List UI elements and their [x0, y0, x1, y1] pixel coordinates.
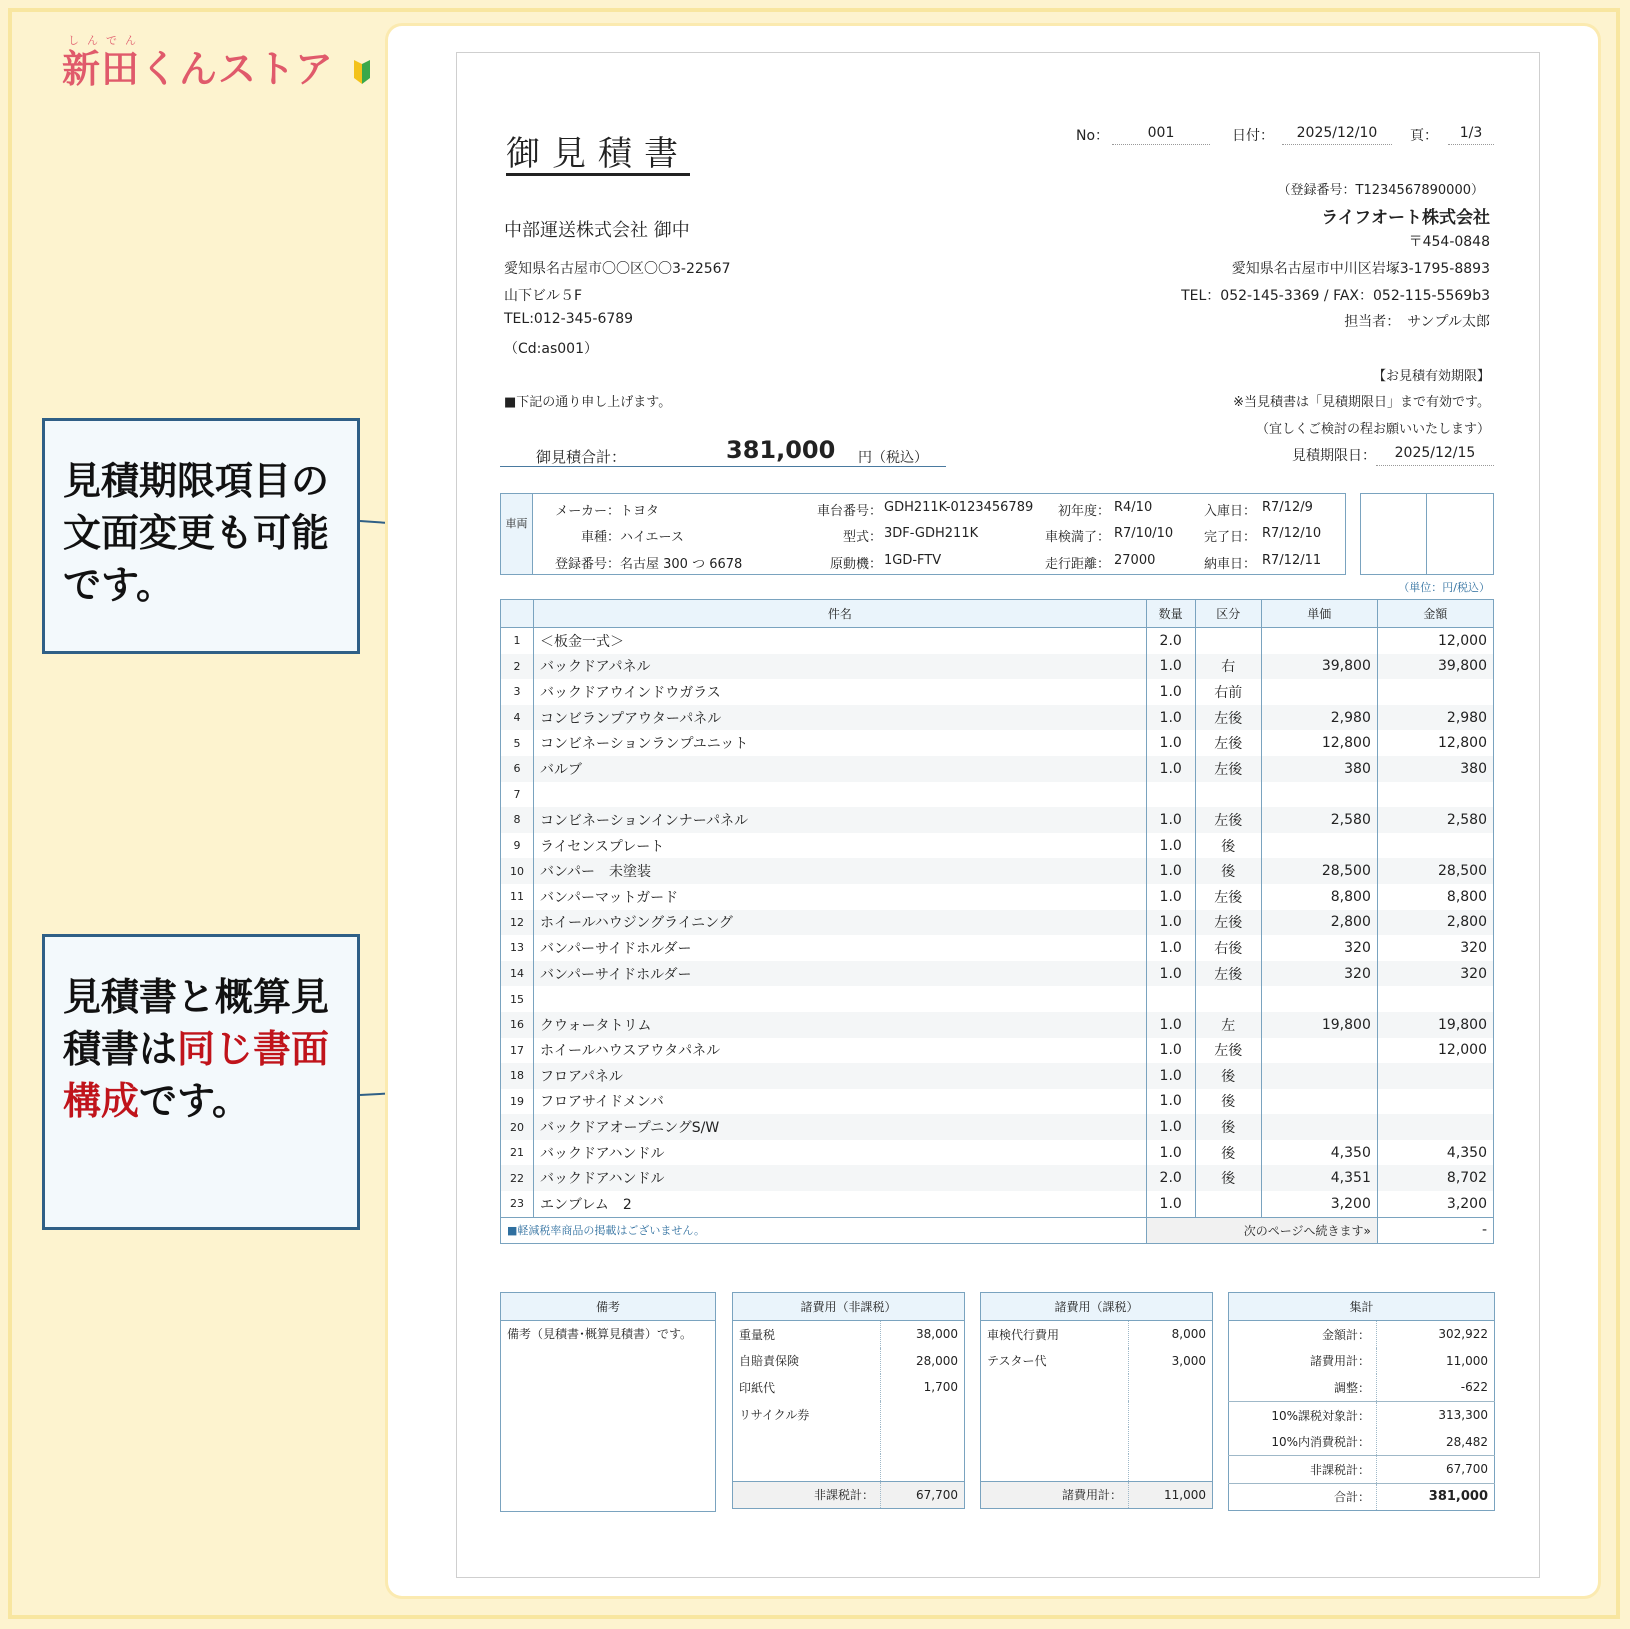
item-no: 22: [501, 1165, 534, 1191]
in-date-label: 入庫日：: [1203, 504, 1256, 519]
item-qty: 1.0: [1146, 961, 1195, 987]
summary-row-label: 10%課税対象計：: [1271, 1408, 1370, 1423]
page-label: 頁：: [1410, 128, 1438, 144]
item-no: 19: [501, 1089, 534, 1115]
item-name: コンビネーションランプユニット: [534, 730, 1147, 756]
item-qty: 1.0: [1146, 705, 1195, 731]
item-name: エンブレム 2: [534, 1191, 1147, 1217]
item-qty: 1.0: [1146, 1012, 1195, 1038]
table-row: [501, 961, 1494, 987]
item-price: [1261, 986, 1377, 1012]
item-div: 左後: [1195, 730, 1261, 756]
item-price: 19,800: [1261, 1012, 1377, 1038]
item-div: 後: [1195, 1114, 1261, 1140]
item-no: 5: [501, 730, 534, 756]
first-reg-label: 初年度：: [1057, 504, 1110, 519]
item-name: ホイールハウジングライニング: [534, 910, 1147, 936]
item-div: 左後: [1195, 910, 1261, 936]
item-name: バックドアハンドル: [534, 1165, 1147, 1191]
table-row: [501, 935, 1494, 961]
item-price: [1261, 1089, 1377, 1115]
item-no: 15: [501, 986, 534, 1012]
item-amount: 19,800: [1377, 1012, 1493, 1038]
fees-tax-title: 諸費用（課税）: [981, 1293, 1213, 1321]
issuer-zip: 〒454-0848: [1408, 234, 1490, 250]
item-div: [1195, 628, 1261, 654]
item-qty: 1.0: [1146, 1191, 1195, 1217]
callout-expiry: [42, 418, 360, 654]
item-div: 右: [1195, 654, 1261, 680]
summary-row-label: 諸費用計：: [1309, 1354, 1370, 1369]
table-row: [501, 756, 1494, 782]
table-row: [501, 1038, 1494, 1064]
tax-note: ■軽減税率商品の掲載はございません。: [501, 1217, 1147, 1244]
item-name: バックドアハンドル: [534, 1140, 1147, 1166]
table-row: [501, 807, 1494, 833]
footer-amount: -: [1377, 1217, 1493, 1244]
fees-nontax-total-label: 非課税計：: [733, 1481, 881, 1509]
item-div: 右後: [1195, 935, 1261, 961]
customer-address2: 山下ビル５F: [504, 288, 583, 304]
item-price: [1261, 1114, 1377, 1140]
item-amount: 12,000: [1377, 1038, 1493, 1064]
table-row: [501, 910, 1494, 936]
item-amount: 2,580: [1377, 807, 1493, 833]
summary-row-label: 金額計：: [1321, 1327, 1370, 1342]
item-amount: [1377, 986, 1493, 1012]
summary-row: [1229, 1374, 1495, 1401]
total-amount: 381,000: [726, 436, 836, 464]
in-date-value: R7/12/9: [1262, 500, 1313, 515]
vehicle-type: ハイエース: [620, 530, 684, 545]
continue-note: 次のページへ続きます»: [1146, 1217, 1377, 1244]
item-name: フロアパネル: [534, 1063, 1147, 1089]
item-div: [1195, 986, 1261, 1012]
item-name: ライセンスプレート: [534, 833, 1147, 859]
fees-nontax-total-row: [733, 1481, 965, 1509]
item-qty: 1.0: [1146, 833, 1195, 859]
item-name: コンビネーションインナーパネル: [534, 807, 1147, 833]
item-qty: 1.0: [1146, 679, 1195, 705]
callout-same-layout: [42, 934, 360, 1230]
item-amount: [1377, 1089, 1493, 1115]
table-row: [501, 1089, 1494, 1115]
engine-label: 原動機：: [829, 557, 882, 572]
fees-tax-box: [980, 1292, 1213, 1509]
item-qty: [1146, 986, 1195, 1012]
stamp-box: [1360, 493, 1494, 575]
item-no: 18: [501, 1063, 534, 1089]
vehicle-reg: 名古屋 300 つ 6678: [620, 557, 743, 572]
fee-tax-row: [981, 1321, 1213, 1348]
fees-nontax-title: 諸費用（非課税）: [733, 1293, 965, 1321]
customer-address1: 愛知県名古屋市〇〇区〇〇3-22567: [504, 261, 731, 277]
beginner-mark-icon: [352, 60, 372, 84]
table-row: [501, 782, 1494, 808]
item-qty: 1.0: [1146, 1038, 1195, 1064]
validity-note1: ※当見積書は「見積期限日」まで有効です。: [1233, 395, 1490, 410]
item-price: 8,800: [1261, 884, 1377, 910]
col-qty: 数量: [1146, 600, 1195, 628]
item-amount: 4,350: [1377, 1140, 1493, 1166]
customer-tel: TEL:012-345-6789: [504, 311, 634, 327]
item-amount: 2,800: [1377, 910, 1493, 936]
summary-row: [1229, 1455, 1495, 1483]
fee-tax-row-label: 車検代行費用: [987, 1327, 1060, 1342]
item-price: 380: [1261, 756, 1377, 782]
fee-nontax-row: [733, 1321, 965, 1348]
fee-tax-row-value: 3,000: [1129, 1348, 1213, 1375]
vehicle-side-label: 車両: [501, 494, 533, 574]
fee-nontax-row-value: 1,700: [881, 1374, 965, 1401]
brand-ruby: しんでん: [68, 34, 144, 47]
item-amount: 8,702: [1377, 1165, 1493, 1191]
item-price: 2,580: [1261, 807, 1377, 833]
item-qty: 1.0: [1146, 935, 1195, 961]
fees-nontax-box: [732, 1292, 965, 1509]
fee-nontax-row: [733, 1374, 965, 1401]
item-qty: 1.0: [1146, 1114, 1195, 1140]
item-price: [1261, 628, 1377, 654]
item-name: フロアサイドメンバ: [534, 1089, 1147, 1115]
item-qty: 1.0: [1146, 756, 1195, 782]
item-div: 左後: [1195, 807, 1261, 833]
date-label: 日付：: [1232, 128, 1274, 144]
total-label: 御見積合計：: [536, 448, 627, 466]
col-no: [501, 600, 534, 628]
items-footer-row: [501, 1217, 1494, 1244]
item-amount: [1377, 782, 1493, 808]
fee-nontax-row: [733, 1348, 965, 1375]
chassis-label: 車台番号：: [816, 504, 882, 519]
item-div: 後: [1195, 1165, 1261, 1191]
item-name: バンパーサイドホルダー: [534, 961, 1147, 987]
unit-note: （単位：円/税込）: [1398, 581, 1490, 594]
item-amount: 39,800: [1377, 654, 1493, 680]
item-no: 7: [501, 782, 534, 808]
summary-row-label: 合計：: [1333, 1490, 1370, 1505]
item-amount: 12,000: [1377, 628, 1493, 654]
summary-row-value: 381,000: [1377, 1483, 1495, 1511]
fee-nontax-row-value: 28,000: [881, 1348, 965, 1375]
item-price: 12,800: [1261, 730, 1377, 756]
first-reg-value: R4/10: [1114, 500, 1153, 515]
fee-nontax-row-value: [881, 1401, 965, 1428]
item-price: [1261, 782, 1377, 808]
summary-row-label: 10%内消費税計：: [1229, 1428, 1377, 1455]
no-label: No：: [1076, 128, 1110, 144]
table-row: [501, 1114, 1494, 1140]
validity-note2: （宜しくご検討の程お願いいたします）: [1255, 422, 1490, 437]
item-price: 39,800: [1261, 654, 1377, 680]
item-qty: [1146, 782, 1195, 808]
engine-value: 1GD-FTV: [884, 553, 942, 568]
item-qty: 1.0: [1146, 1140, 1195, 1166]
col-amount: 金額: [1377, 600, 1493, 628]
item-div: [1195, 782, 1261, 808]
table-row: [501, 628, 1494, 654]
summary-row: [1229, 1428, 1495, 1455]
brand-logo: [62, 34, 372, 93]
table-row: [501, 986, 1494, 1012]
table-row: [501, 730, 1494, 756]
fees-nontax-total: 67,700: [881, 1481, 965, 1509]
item-no: 16: [501, 1012, 534, 1038]
customer-name: 中部運送株式会社 御中: [504, 220, 690, 241]
table-row: [501, 679, 1494, 705]
col-name: 件名: [534, 600, 1147, 628]
table-row: [501, 1140, 1494, 1166]
item-no: 11: [501, 884, 534, 910]
inspection-label: 車検満了：: [1044, 530, 1110, 545]
no-value: 001: [1112, 125, 1210, 145]
date-value: 2025/12/10: [1282, 125, 1392, 145]
item-price: [1261, 833, 1377, 859]
item-name: コンビランプアウターパネル: [534, 705, 1147, 731]
item-qty: 2.0: [1146, 1165, 1195, 1191]
validity-heading: 【お見積有効期限】: [1372, 369, 1490, 384]
item-no: 17: [501, 1038, 534, 1064]
table-row: [501, 1165, 1494, 1191]
item-no: 2: [501, 654, 534, 680]
item-div: 後: [1195, 1140, 1261, 1166]
item-no: 6: [501, 756, 534, 782]
summary-row-value: 28,482: [1377, 1428, 1495, 1455]
issuer-tel-fax: TEL：052-145-3369 / FAX：052-115-5569b3: [1181, 288, 1490, 304]
item-no: 20: [501, 1114, 534, 1140]
item-div: 左後: [1195, 1038, 1261, 1064]
table-row: [501, 1191, 1494, 1217]
item-name: バックドアオープニングS/W: [534, 1114, 1147, 1140]
item-div: 後: [1195, 833, 1261, 859]
item-qty: 1.0: [1146, 654, 1195, 680]
item-name: バンパー 未塗装: [534, 858, 1147, 884]
item-price: 320: [1261, 935, 1377, 961]
done-date-value: R7/12/10: [1262, 526, 1322, 541]
expiry-value: 2025/12/15: [1376, 445, 1494, 466]
callout-text-a: 見積書と概算見積書は: [63, 975, 330, 1071]
item-qty: 1.0: [1146, 858, 1195, 884]
summary-row: [1229, 1483, 1495, 1511]
customer-code: （Cd:as001）: [504, 341, 598, 357]
item-no: 3: [501, 679, 534, 705]
table-row: [501, 858, 1494, 884]
callout-text-b: です。: [139, 1079, 250, 1123]
vehicle-maker: トヨタ: [620, 504, 660, 519]
deliver-date-label: 納車日：: [1203, 557, 1256, 572]
item-no: 12: [501, 910, 534, 936]
item-amount: 28,500: [1377, 858, 1493, 884]
item-div: [1195, 1191, 1261, 1217]
callout-text-red: 同じ書面構成: [63, 1027, 330, 1123]
summary-row: [1229, 1348, 1495, 1375]
vehicle-type-label: 車種：: [580, 530, 620, 545]
item-amount: 3,200: [1377, 1191, 1493, 1217]
table-row: [501, 705, 1494, 731]
table-row: [501, 1063, 1494, 1089]
total-unit: 円（税込）: [858, 450, 928, 466]
inspection-value: R7/10/10: [1114, 526, 1174, 541]
item-price: 2,800: [1261, 910, 1377, 936]
item-amount: [1377, 833, 1493, 859]
intro-text: ■下記の通り申し上げます。: [504, 395, 672, 410]
summary-row: [1229, 1401, 1495, 1428]
item-name: バックドアパネル: [534, 654, 1147, 680]
item-amount: 12,800: [1377, 730, 1493, 756]
item-div: 後: [1195, 858, 1261, 884]
item-price: 320: [1261, 961, 1377, 987]
item-qty: 1.0: [1146, 730, 1195, 756]
item-amount: [1377, 1063, 1493, 1089]
summary-row-label: 調整：: [1229, 1374, 1377, 1401]
doc-title: 御見積書: [506, 134, 690, 174]
item-name: バンパーサイドホルダー: [534, 935, 1147, 961]
summary-row-label: 非課税計：: [1229, 1455, 1377, 1483]
table-row: [501, 884, 1494, 910]
issuer-company: ライフオート株式会社: [1321, 208, 1490, 228]
fee-nontax-row-label: 重量税: [739, 1327, 776, 1342]
summary-row-value: 302,922: [1377, 1321, 1495, 1348]
mileage-value: 27000: [1114, 553, 1156, 568]
issuer-address: 愛知県名古屋市中川区岩塚3-1795-8893: [1231, 261, 1490, 277]
table-row: [501, 654, 1494, 680]
remarks-title: 備考: [501, 1293, 716, 1321]
mileage-label: 走行距離：: [1044, 557, 1110, 572]
item-price: [1261, 1063, 1377, 1089]
item-qty: 1.0: [1146, 807, 1195, 833]
summary-box: [1228, 1292, 1495, 1511]
item-div: 後: [1195, 1063, 1261, 1089]
items-header-row: [501, 600, 1494, 628]
item-price: 4,351: [1261, 1165, 1377, 1191]
table-row: [501, 1012, 1494, 1038]
summary-row-value: 313,300: [1377, 1401, 1495, 1428]
item-no: 23: [501, 1191, 534, 1217]
page-value: 1/3: [1448, 125, 1494, 145]
fee-nontax-row-value: 38,000: [881, 1321, 965, 1348]
fee-nontax-row: [733, 1401, 965, 1428]
item-no: 13: [501, 935, 534, 961]
item-name: バルブ: [534, 756, 1147, 782]
item-name: クウォータトリム: [534, 1012, 1147, 1038]
fees-tax-total-label: 諸費用計：: [981, 1481, 1129, 1509]
callout-expiry-text: 見積期限項目の文面変更も可能です。: [63, 459, 330, 607]
item-qty: 1.0: [1146, 1089, 1195, 1115]
item-div: 左後: [1195, 756, 1261, 782]
brand-name: 新田くんストア: [62, 47, 334, 91]
item-price: [1261, 679, 1377, 705]
item-name: [534, 986, 1147, 1012]
item-no: 9: [501, 833, 534, 859]
chassis-value: GDH211K-0123456789: [884, 500, 1034, 515]
item-price: 28,500: [1261, 858, 1377, 884]
done-date-label: 完了日：: [1203, 530, 1256, 545]
item-amount: 380: [1377, 756, 1493, 782]
table-row: [501, 833, 1494, 859]
issuer-staff: 担当者： サンプル太郎: [1344, 314, 1490, 330]
item-price: [1261, 1038, 1377, 1064]
vehicle-maker-label: メーカー：: [555, 504, 620, 519]
item-no: 14: [501, 961, 534, 987]
summary-row-value: 11,000: [1377, 1348, 1495, 1375]
item-no: 4: [501, 705, 534, 731]
fee-nontax-row-label: 印紙代: [739, 1380, 776, 1395]
fee-nontax-row-label: リサイクル券: [739, 1407, 810, 1422]
item-div: 左: [1195, 1012, 1261, 1038]
fee-tax-row-label: テスター代: [987, 1354, 1047, 1369]
col-price: 単価: [1261, 600, 1377, 628]
summary-row-value: 67,700: [1377, 1455, 1495, 1483]
item-name: バンパーマットガード: [534, 884, 1147, 910]
expiry-label: 見積期限日：: [1292, 448, 1376, 464]
item-no: 8: [501, 807, 534, 833]
remarks-text: 備考（見積書･概算見積書）です。: [507, 1327, 693, 1341]
fee-tax-row: [981, 1348, 1213, 1375]
item-price: 2,980: [1261, 705, 1377, 731]
item-qty: 1.0: [1146, 910, 1195, 936]
model-value: 3DF-GDH211K: [884, 526, 979, 541]
item-qty: 2.0: [1146, 628, 1195, 654]
fees-tax-total-row: [981, 1481, 1213, 1509]
item-name: ホイールハウスアウタパネル: [534, 1038, 1147, 1064]
item-div: 左後: [1195, 705, 1261, 731]
item-no: 1: [501, 628, 534, 654]
summary-row-value: -622: [1377, 1374, 1495, 1401]
item-price: 4,350: [1261, 1140, 1377, 1166]
item-div: 左後: [1195, 884, 1261, 910]
stamp-divider: [1426, 494, 1427, 574]
item-amount: [1377, 1114, 1493, 1140]
item-name: [534, 782, 1147, 808]
item-div: 左後: [1195, 961, 1261, 987]
registration-number: （登録番号：T1234567890000）: [1277, 183, 1484, 198]
item-div: 右前: [1195, 679, 1261, 705]
item-qty: 1.0: [1146, 1063, 1195, 1089]
items-table: [500, 599, 1494, 1244]
item-price: 3,200: [1261, 1191, 1377, 1217]
model-label: 型式：: [842, 530, 882, 545]
summary-row: [1229, 1321, 1495, 1348]
fees-tax-total: 11,000: [1129, 1481, 1213, 1509]
vehicle-reg-label: 登録番号：: [554, 557, 620, 572]
fee-tax-row-value: 8,000: [1129, 1321, 1213, 1348]
item-div: 後: [1195, 1089, 1261, 1115]
item-amount: 320: [1377, 961, 1493, 987]
item-name: バックドアウインドウガラス: [534, 679, 1147, 705]
remarks-box: [500, 1292, 716, 1512]
item-name: ＜板金一式＞: [534, 628, 1147, 654]
item-no: 21: [501, 1140, 534, 1166]
item-amount: [1377, 679, 1493, 705]
deliver-date-value: R7/12/11: [1262, 553, 1322, 568]
summary-title: 集計: [1229, 1293, 1495, 1321]
item-amount: 320: [1377, 935, 1493, 961]
item-amount: 2,980: [1377, 705, 1493, 731]
item-amount: 8,800: [1377, 884, 1493, 910]
fee-nontax-row-label: 自賠責保険: [739, 1354, 800, 1369]
item-no: 10: [501, 858, 534, 884]
item-qty: 1.0: [1146, 884, 1195, 910]
col-div: 区分: [1195, 600, 1261, 628]
